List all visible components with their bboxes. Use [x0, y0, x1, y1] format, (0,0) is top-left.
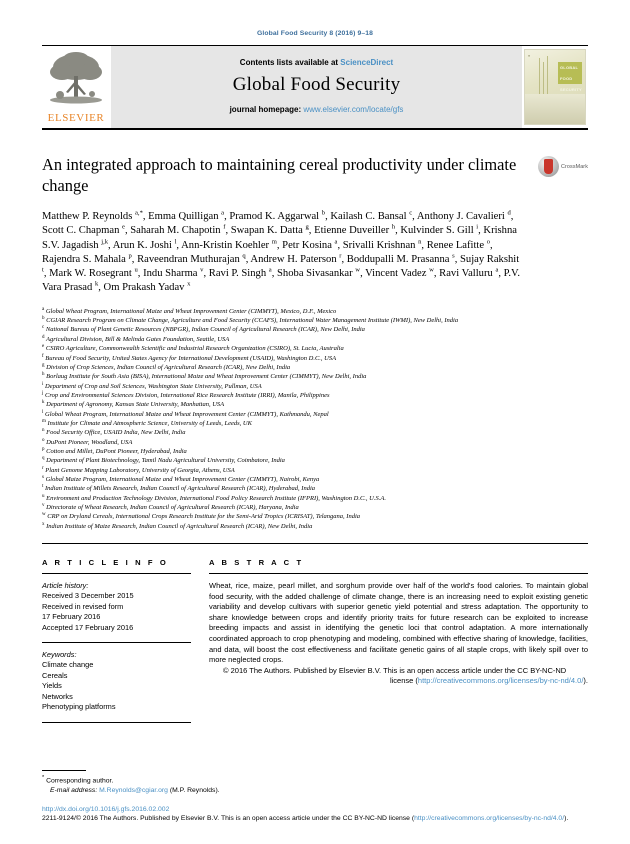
journal-masthead [42, 45, 588, 130]
abstract-rule [209, 573, 588, 574]
issn-suffix: ). [564, 815, 569, 823]
license-suffix: ). [583, 676, 588, 686]
keywords-bottom-rule [42, 722, 191, 723]
running-head: Global Food Security 8 (2016) 9–18 [257, 30, 373, 37]
affiliation-mark: r [42, 465, 44, 471]
affiliation-mark: l [42, 409, 44, 415]
page-title: An integrated approach to maintaining cereal productivity under climate change [42, 155, 517, 195]
article-history-label: Article history: [42, 581, 89, 591]
affiliation-item: $^a$ Global Wheat Program, International Maize and Wheat Improvement Center (CIMMYT), Mexico, D.F., Mexico [42, 306, 337, 315]
affiliation-mark: f [42, 353, 44, 359]
title-row [42, 154, 588, 196]
affiliation-mark: b [42, 315, 45, 321]
cover-image [524, 49, 586, 125]
article-info-heading: A R T I C L E I N F O [42, 558, 169, 568]
affiliation-mark: x [42, 521, 45, 527]
article-info-column [42, 558, 209, 729]
abstract-license-line [209, 676, 588, 687]
affiliation-item: $^m$ Institute for Climate and Atmospheric Science, University of Leeds, Leeds, UK [42, 418, 252, 427]
corresponding-author-note [42, 774, 588, 786]
affiliation-item: $^b$ CGIAR Research Program on Climate Change, Agriculture and Food Security (CCAFS), International Water Management Institute (IWMI), New Delhi, India [42, 315, 459, 325]
affiliation-mark: i [42, 381, 44, 387]
affiliation-mark: e [42, 344, 45, 349]
homepage-label: journal homepage: [229, 105, 304, 114]
issn-text: 2211-9124/© 2016 The Authors. Published by Elsevier B.V. This is an open access article under the CC BY-NC-ND license ( [42, 815, 415, 823]
email-note [42, 786, 588, 796]
cover-corner-mark: ¤ [528, 53, 531, 58]
keywords-label: Keywords: [42, 650, 77, 660]
journal-homepage-line [230, 105, 404, 114]
contents-available-line [240, 58, 393, 67]
affiliation-mark: m [42, 418, 46, 424]
affiliation-item: $^l$ Global Wheat Program, International Maize and Wheat Improvement Center (CIMMYT), Kathmandu, Nepal [42, 409, 329, 418]
keyword-item: Phenotyping platforms [42, 702, 116, 712]
journal-title: Global Food Security [232, 74, 401, 95]
affiliation-item: $^w$ CRP on Dryland Cereals, International Crops Research Institute for the Semi-Arid Tropics (ICRISAT), Telangana, India [42, 512, 361, 521]
sciencedirect-link[interactable]: ScienceDirect [340, 58, 394, 67]
affiliation-item: $^n$ Food Security Office, USAID India, New Delhi, India [42, 428, 186, 437]
abstract-body: Wheat, rice, maize, pearl millet, and sorghum provide over half of the world's food calories. To maintain global food security, with the added challenge of climate change, there is an increasing need to exploit existing genetic variability and develop cultivars with superior genetic yield potential and stress adaptation. The opportunity to share knowledge between crops and identify priority traits for future research can be exploited to increase breeding impacts and assist in identifying the genetic loci that control adaptation. A more internationally coordinated approach to crop phenotyping and modeling, combined with effective sharing of knowledge, facilities, and data, will boost the cost effectiveness and facilitate genetic gains of all staple crops, with likely spill over to more neglected crops. [209, 581, 588, 665]
affiliation-item: $^k$ Department of Agronomy, Kansas State University, Manhattan, USA [42, 400, 225, 409]
affiliation-item: $^g$ Division of Crop Sciences, Indian Council of Agricultural Research (ICAR), New Delhi, India [42, 362, 291, 371]
cover-bottom-band [525, 94, 585, 124]
issn-license-line [42, 814, 588, 824]
homepage-url-link[interactable]: www.elsevier.com/locate/gfs [303, 105, 404, 114]
corresponding-author-text: Corresponding author. [46, 777, 114, 785]
keywords-lines [42, 660, 191, 712]
article-history-line: Received in revised form [42, 601, 124, 611]
article-info-rule [42, 573, 191, 574]
masthead-center [111, 46, 522, 128]
affiliation-mark: t [42, 484, 44, 490]
affiliation-mark: p [42, 446, 45, 452]
page-footer [42, 770, 588, 824]
affiliation-mark: q [42, 456, 45, 462]
affiliation-item: $^h$ Borlaug Institute for South Asia (BISA), International Maize and Wheat Improvement Center (CIMMYT), New Delhi, India [42, 372, 367, 381]
affiliation-item: $^p$ Cotton and Millet, DuPont Pioneer, Hyderabad, India [42, 446, 187, 455]
keyword-item: Climate change [42, 660, 94, 670]
footnote-rule [42, 770, 86, 771]
affiliation-mark: c [42, 325, 45, 331]
abstract-heading: A B S T R A C T [209, 558, 304, 568]
cover-title-line1: GLOBAL [560, 65, 579, 70]
affiliation-item: $^e$ CSIRO Agriculture, Commonwealth Scientific and Industrial Research Organization (CSIRO), St. Lucia, Australia [42, 344, 344, 353]
keyword-item: Yields [42, 681, 62, 691]
email-label: E-mail address: [50, 786, 100, 794]
affiliation-list [42, 307, 588, 531]
affiliation-item: $^r$ Plant Genome Mapping Laboratory, University of Georgia, Athens, USA [42, 465, 235, 474]
crossmark-badge[interactable] [538, 156, 588, 177]
article-history-line: 17 February 2016 [42, 612, 101, 622]
affiliation-item: $^s$ Global Maize Program, International Maize and Wheat Improvement Center (CIMMYT), Nairobi, Kenya [42, 474, 320, 483]
keyword-item: Networks [42, 691, 73, 701]
keyword-item: Cereals [42, 670, 68, 680]
asterisk-mark: * [42, 774, 45, 781]
affiliation-item: $^q$ Department of Plant Biotechnology, Tamil Nadu Agricultural University, Coimbatore, India [42, 456, 285, 465]
affiliation-item: $^t$ Indian Institute of Millets Research, Indian Council of Agricultural Research (ICAR), Hyderabad, India [42, 484, 316, 493]
affiliation-item: $^c$ National Bureau of Plant Genetic Resources (NBPGR), Indian Council of Agricultural Research (ICAR), New Delhi, India [42, 325, 365, 334]
cover-title-box [558, 62, 582, 92]
email-owner: (M.P. Reynolds). [167, 786, 220, 794]
author-list: Matthew P. Reynolds $^{a,*}$, Emma Quilligan $^a$, Pramod K. Aggarwal $^b$, Kailash C. Bansal $^c$, Anthony J. Cavalieri $^d$, Scott C. Chapman $^e$, Saharah M. Chapotin $^f$, Swapan K. Datta $^g$, Etienne Duveiller $^h$, Kulvinder S. Gill $^i$, Krishna S.V. Jagadish $^{j,k}$, Arun K. Joshi $^l$, Ann-Kristin Koehler $^m$, Petr Kosina $^a$, Srivalli Krishnan $^n$, Renee Lafitte $^o$, Rajendra S. Mahala $^p$, Raveendran Muthurajan $^q$, Andrew H. Paterson $^r$, Boddupalli M. Prasanna $^s$, Sujay Rakshit $^t$, Mark W. Rosegrant $^u$, Indu Sharma $^v$, Ravi P. Singh $^a$, Shoba Sivasankar $^w$, Vincent Vadez $^w$, Ravi Valluru $^a$, P.V. Vara Prasad $^k$, Om Prakash Yadav $^x$ [42, 209, 520, 294]
affiliation-item: $^u$ Environment and Production Technology Division, International Food Policy Research Institute (IFPRI), Washington D.C., U.S.A. [42, 493, 386, 502]
info-abstract-row [42, 558, 588, 729]
elsevier-wordmark: ELSEVIER [47, 112, 105, 124]
keywords-block [42, 650, 191, 712]
elsevier-tree-icon [46, 50, 106, 108]
crossmark-label: CrossMark [561, 163, 588, 170]
keywords-divider [42, 642, 191, 643]
email-link[interactable]: M.Reynolds@cgiar.org [99, 786, 168, 794]
license-prefix: license ( [389, 676, 418, 686]
article-history-line: Accepted 17 February 2016 [42, 622, 134, 632]
cover-title-line3: SECURITY [560, 87, 582, 92]
affiliation-item: $^v$ Directorate of Wheat Research, Indian Council of Agricultural Research (ICAR), Haryana, India [42, 502, 299, 511]
affiliation-mark: w [42, 512, 46, 518]
affiliation-mark: a [42, 306, 45, 312]
abstract-column [209, 558, 588, 729]
affiliation-mark: o [42, 437, 45, 443]
affiliation-item: $^d$ Agricultural Division, Bill & Melinda Gates Foundation, Seattle, USA [42, 334, 230, 343]
doi-link[interactable]: http://dx.doi.org/10.1016/j.gfs.2016.02.002 [42, 806, 170, 814]
elsevier-logo [42, 46, 111, 128]
affiliation-mark: j [42, 390, 44, 396]
affiliation-item: $^i$ Department of Crop and Soil Sciences, Washington State University, Pullman, USA [42, 381, 262, 390]
issn-license-link[interactable]: http://creativecommons.org/licenses/by-nc-nd/4.0/ [414, 815, 565, 823]
affiliation-mark: k [42, 400, 45, 406]
affiliation-item: $^x$ Indian Institute of Maize Research, Indian Council of Agricultural Research (ICAR), New Delhi, India [42, 521, 313, 530]
crossmark-icon [538, 156, 559, 177]
article-history-lines [42, 591, 191, 633]
affiliation-mark: g [42, 362, 45, 368]
affiliation-item: $^f$ Bureau of Food Security, United States Agency for International Development (USAID), Washington D.C., USA [42, 353, 337, 362]
affiliation-mark: s [42, 474, 44, 480]
journal-cover-thumbnail [522, 46, 588, 128]
article-history-line: Received 3 December 2015 [42, 591, 134, 601]
affiliation-mark: u [42, 493, 45, 499]
affiliation-mark: h [42, 372, 45, 378]
license-url-link[interactable]: http://creativecommons.org/licenses/by-nc-nd/4.0/ [417, 676, 584, 686]
abstract-copyright: © 2016 The Authors. Published by Elsevier B.V. This is an open access article under the CC BY-NC-ND [223, 665, 567, 675]
contents-prefix: Contents lists available at [239, 58, 341, 67]
affiliation-mark: n [42, 428, 45, 434]
article-history-block [42, 581, 191, 633]
affiliation-mark: v [42, 502, 45, 508]
affiliation-item: $^o$ DuPont Pioneer, Woodland, USA [42, 437, 133, 446]
cover-title-line2: FOOD [560, 76, 573, 81]
affiliation-mark: d [42, 334, 45, 340]
affiliation-item: $^j$ Crop and Environmental Sciences Division, International Rice Research Institute (IRRI), Manila, Philippines [42, 390, 330, 399]
section-divider [42, 543, 588, 544]
